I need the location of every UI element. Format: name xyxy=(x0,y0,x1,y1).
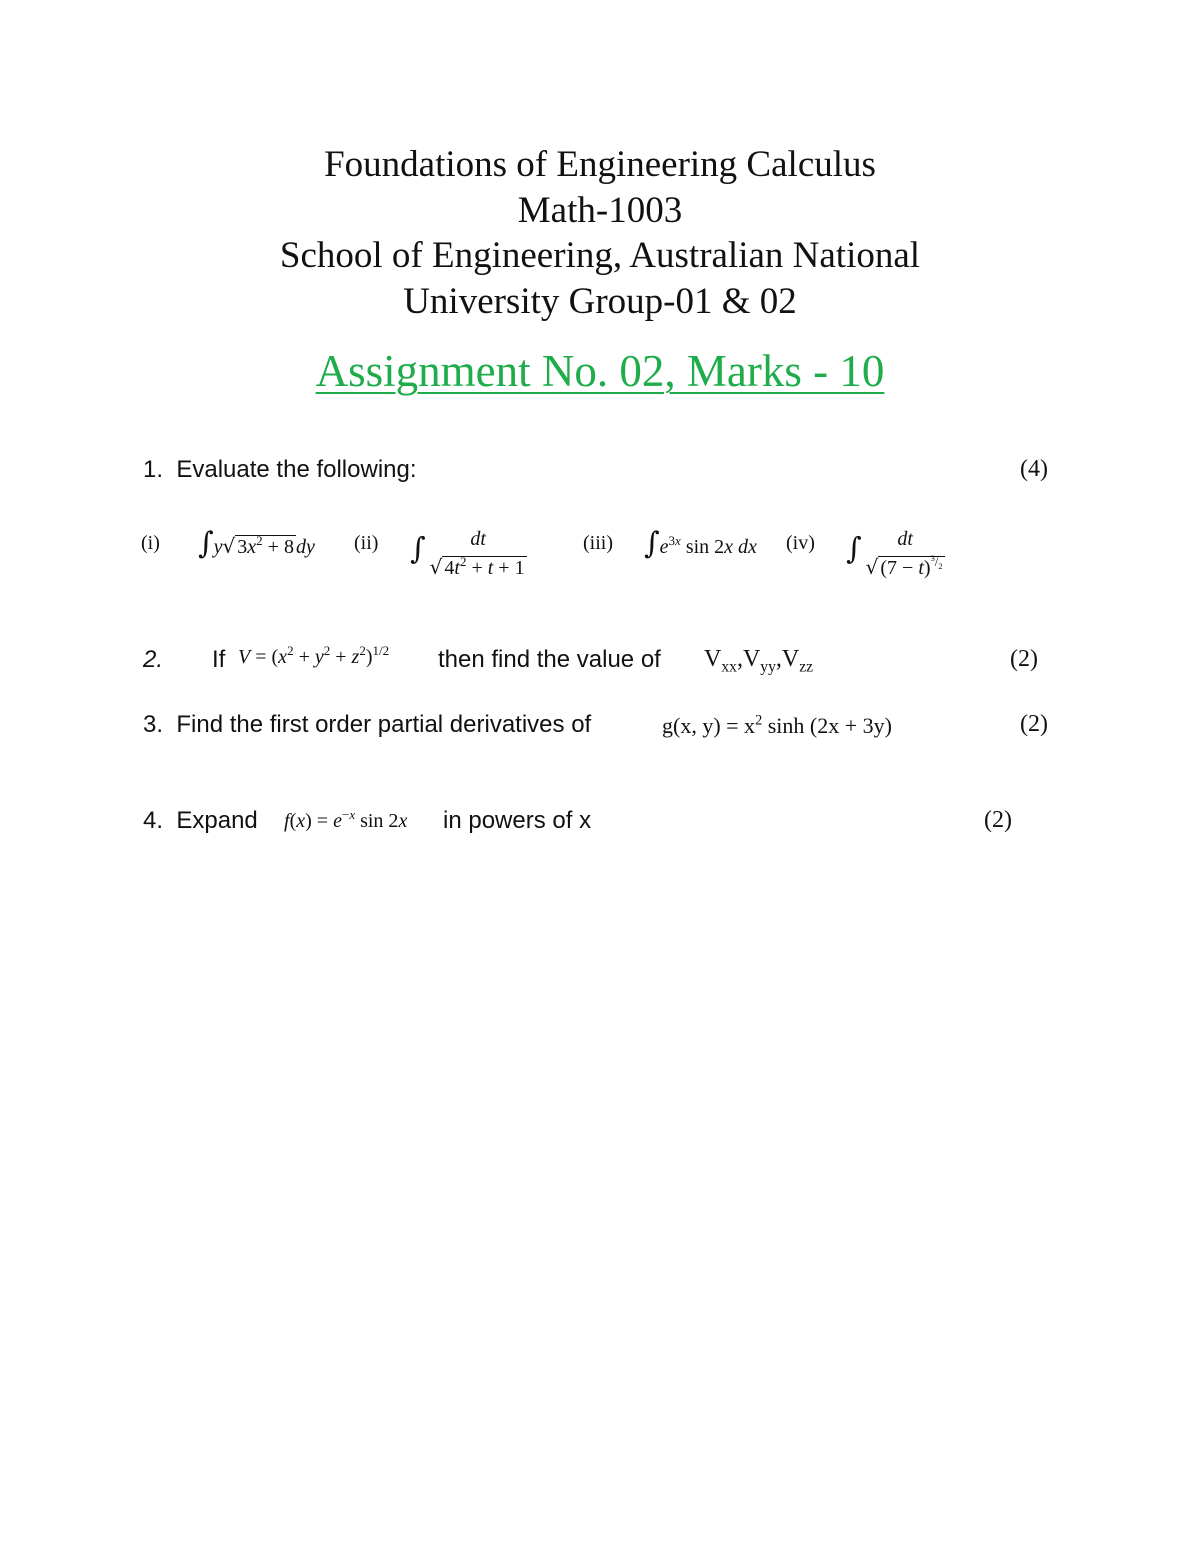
question-2-text: then find the value of xyxy=(438,646,661,673)
part-iii-label: (iii) xyxy=(583,532,613,554)
question-4-prefix: Expand xyxy=(176,807,258,834)
part-iv-expression: ∫ dt √ $(7 - t)^{^3/_2}$ xyxy=(846,528,943,579)
question-3 xyxy=(143,711,591,739)
question-4-suffix: in powers of x xyxy=(443,807,592,834)
question-2-targets: $V_{xx},V_{yy},V_{zz}$ xyxy=(704,646,814,676)
part-iii-expression: $\int e^{3x}$ sin 2x dx xyxy=(644,526,757,561)
question-1-marks: (4) xyxy=(1020,456,1048,482)
course-title: Foundations of Engineering Calculus xyxy=(324,144,876,185)
question-3-number: 3. xyxy=(143,711,164,738)
school-name: School of Engineering, Australian National xyxy=(279,235,921,276)
part-i-expression: ∫y√ $3x^2 + 8$ dy xyxy=(198,526,315,561)
course-code: Math-1003 xyxy=(517,189,683,231)
question-4-number: 4. xyxy=(143,807,164,834)
question-4-marks: (2) xyxy=(984,807,1012,833)
question-3-expression: g(x, $y) = x^2$ sinh (2x + 3y) xyxy=(662,712,892,738)
question-1 xyxy=(143,456,417,484)
assignment-title: Assignment No. 02, Marks - 10 xyxy=(315,346,885,396)
question-2-marks: (2) xyxy=(1010,646,1038,672)
part-ii-label: (ii) xyxy=(354,532,379,554)
question-2-prefix: If xyxy=(212,646,226,673)
question-4 xyxy=(143,807,258,835)
part-ii-expression: ∫ dt √ $4t^2 + t + 1$ xyxy=(410,528,525,579)
question-3-text: Find the first order partial derivatives of xyxy=(176,711,592,738)
group-info: University Group-01 & 02 xyxy=(403,280,797,322)
question-3-marks: (2) xyxy=(1020,711,1048,737)
question-1-number: 1. xyxy=(143,456,164,483)
part-iv-label: (iv) xyxy=(786,532,815,554)
question-2-number: 2. xyxy=(143,646,164,673)
question-4-expression: $f(x) = e^{-x}$ sin 2x xyxy=(284,807,408,832)
question-1-text: Evaluate the following: xyxy=(176,456,417,483)
document-header xyxy=(0,142,1200,324)
part-i-label: (i) xyxy=(141,532,160,554)
question-2-expression: $V = (x^2 + y^2 + z^2)^{1/2}$ xyxy=(238,643,390,668)
